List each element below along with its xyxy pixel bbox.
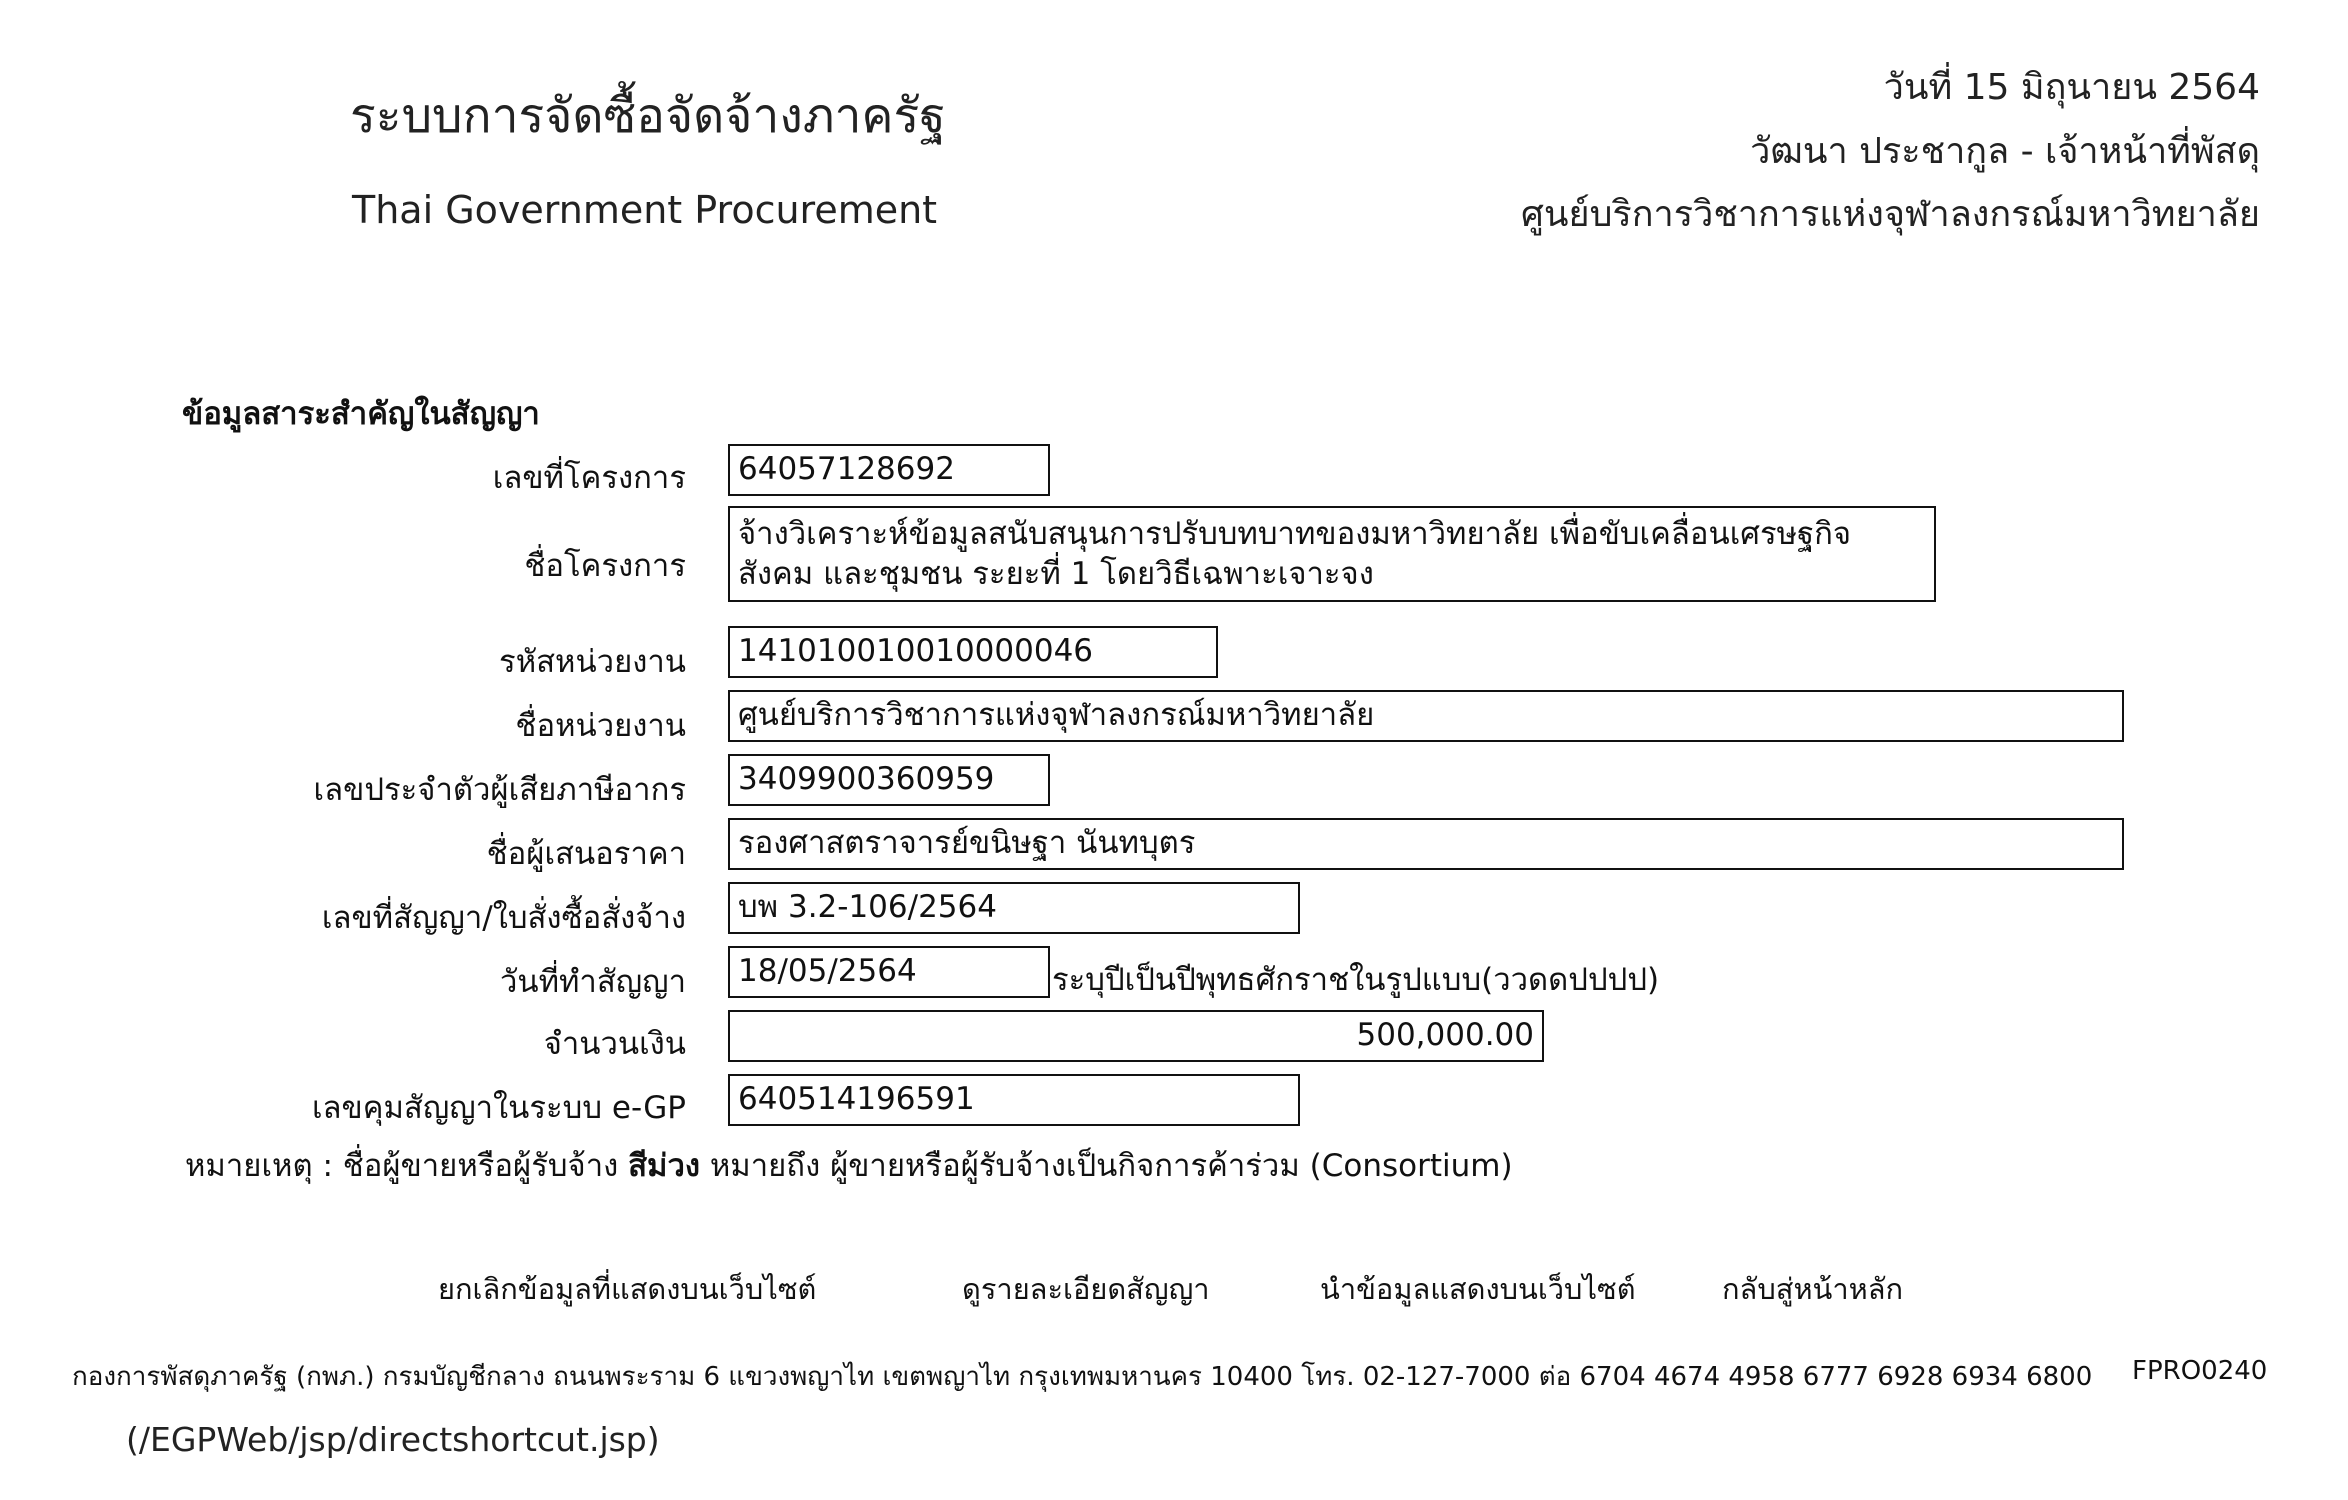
amount-field[interactable]: 500,000.00	[728, 1010, 1544, 1062]
egp-control-no-label: เลขคุมสัญญาในระบบ e-GP	[311, 1090, 686, 1126]
back-home-link[interactable]: กลับสู่หน้าหลัก	[1722, 1272, 1904, 1306]
system-title-en: Thai Government Procurement	[352, 188, 938, 232]
contract-date-label: วันที่ทำสัญญา	[499, 964, 686, 1000]
contract-date-hint: ระบุปีเป็นปีพุทธศักราชในรูปแบบ(ววดดปปปป)	[1052, 962, 1660, 998]
note-prefix: หมายเหตุ : ชื่อผู้ขายหรือผู้รับจ้าง	[185, 1148, 629, 1184]
note-suffix: หมายถึง ผู้ขายหรือผู้รับจ้างเป็นกิจการค้าร่วม (Consortium)	[700, 1148, 1513, 1184]
amount-label: จำนวนเงิน	[543, 1026, 686, 1062]
project-no-field[interactable]: 64057128692	[728, 444, 1050, 496]
note-highlight: สีม่วง	[628, 1148, 701, 1184]
contract-no-label: เลขที่สัญญา/ใบสั่งซื้อสั่งจ้าง	[321, 900, 686, 936]
page-code: FPRO0240	[2132, 1356, 2268, 1386]
project-name-line2: สังคม และชุมชน ระยะที่ 1 โดยวิธีเฉพาะเจาะจง	[738, 556, 1374, 592]
cancel-web-link[interactable]: ยกเลิกข้อมูลที่แสดงบนเว็บไซต์	[438, 1272, 817, 1306]
section-title: ข้อมูลสาระสำคัญในสัญญา	[182, 396, 540, 432]
header-user: วัฒนา ประชากูล - เจ้าหน้าที่พัสดุ	[1750, 131, 2260, 172]
agency-name-field[interactable]: ศูนย์บริการวิชาการแห่งจุฬาลงกรณ์มหาวิทยาลัย	[728, 690, 2124, 742]
tax-id-field[interactable]: 3409900360959	[728, 754, 1050, 806]
tax-id-label: เลขประจำตัวผู้เสียภาษีอากร	[313, 772, 686, 808]
contract-no-field[interactable]: บพ 3.2-106/2564	[728, 882, 1300, 934]
footer-address: กองการพัสดุภาครัฐ (กพภ.) กรมบัญชีกลาง ถนนพระราม 6 แขวงพญาไท เขตพญาไท กรุงเทพมหานคร 10400 โทร. 02-127-7000 ต่อ 6704 4674 4958 6777 6928 6934 6800	[72, 1362, 2093, 1392]
header-organization: ศูนย์บริการวิชาการแห่งจุฬาลงกรณ์มหาวิทยาลัย	[1521, 194, 2260, 235]
egp-control-no-field[interactable]: 640514196591	[728, 1074, 1300, 1126]
system-title-th: ระบบการจัดซื้อจัดจ้างภาครัฐ	[350, 88, 946, 144]
project-no-label: เลขที่โครงการ	[492, 460, 686, 496]
project-name-field[interactable]	[728, 506, 1936, 602]
header-date: วันที่ 15 มิถุนายน 2564	[1883, 67, 2260, 108]
bidder-name-field[interactable]: รองศาสตราจารย์ขนิษฐา นันทบุตร	[728, 818, 2124, 870]
project-name-line1: จ้างวิเคราะห์ข้อมูลสนับสนุนการปรับบทบาทของมหาวิทยาลัย เพื่อขับเคลื่อนเศรษฐกิจ	[738, 516, 1852, 552]
bidder-name-label: ชื่อผู้เสนอราคา	[486, 836, 686, 872]
agency-code-label: รหัสหน่วยงาน	[499, 644, 686, 680]
consortium-note	[185, 1140, 1513, 1190]
view-contract-detail-link[interactable]: ดูรายละเอียดสัญญา	[962, 1272, 1210, 1306]
project-name-label: ชื่อโครงการ	[524, 548, 686, 584]
page-path: (/EGPWeb/jsp/directshortcut.jsp)	[126, 1420, 660, 1459]
publish-web-link[interactable]: นำข้อมูลแสดงบนเว็บไซต์	[1320, 1272, 1636, 1306]
agency-code-field[interactable]: 141010010010000046	[728, 626, 1218, 678]
contract-date-field[interactable]: 18/05/2564	[728, 946, 1050, 998]
agency-name-label: ชื่อหน่วยงาน	[515, 708, 686, 744]
